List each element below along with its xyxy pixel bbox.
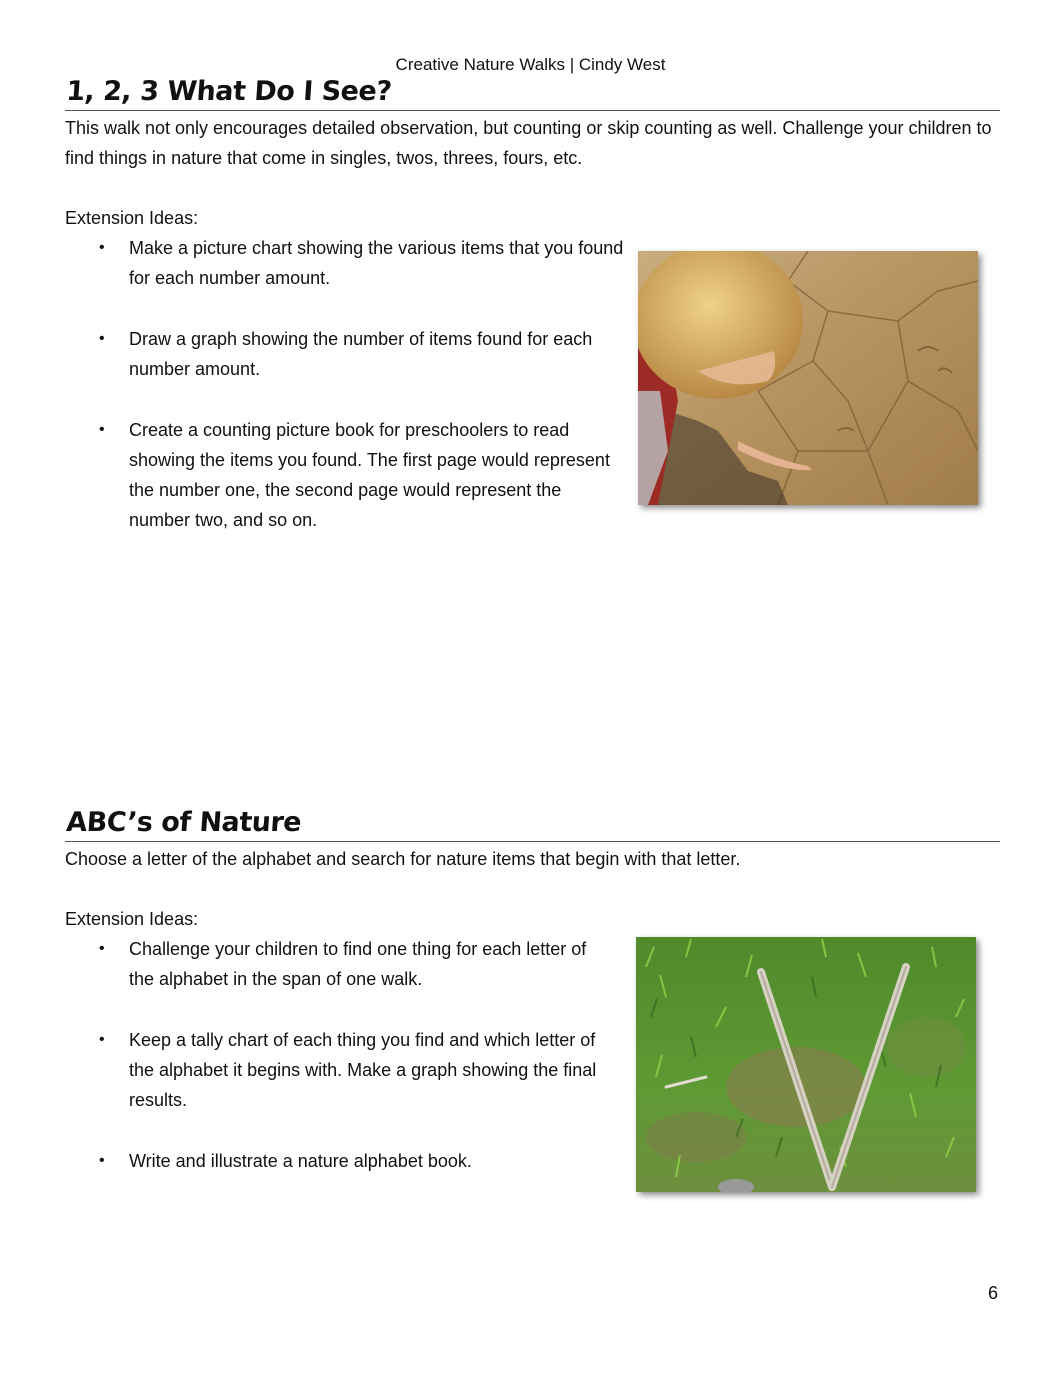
list-item: • Create a counting picture book for preschoolers to read showing the items you found. The first page would represent the number one, the second page would represent the number two, and so on. (65, 415, 625, 535)
bullet-icon: • (99, 940, 105, 957)
page-number: 6 (987, 1283, 998, 1303)
photo-stick-letter-v (636, 937, 976, 1192)
list-item: • Draw a graph showing the number of items found for each number amount. (65, 324, 625, 384)
photo-child-in-mud (638, 251, 978, 505)
running-header: Creative Nature Walks | Cindy West (395, 55, 666, 74)
section-intro: This walk not only encourages detailed observation, but counting or skip counting as well. Challenge your children to find things in nature that come in singles, twos, threes, fours, etc. (65, 118, 992, 168)
bullet-icon: • (99, 239, 105, 256)
section-intro: Choose a letter of the alphabet and search for nature items that begin with that letter. (65, 849, 741, 869)
list-item: • Write and illustrate a nature alphabet book. (65, 1146, 615, 1176)
bullet-icon: • (99, 330, 105, 347)
extension-label: Extension Ideas: (65, 909, 199, 929)
list-item: • Challenge your children to find one thing for each letter of the alphabet in the span of one walk. (65, 934, 615, 994)
bullet-icon: • (99, 1031, 105, 1048)
extension-ideas-list (65, 934, 615, 1176)
extension-ideas-list (65, 233, 625, 535)
bullet-icon: • (99, 421, 105, 438)
section-title: 1, 2, 3 What Do I See? (65, 76, 393, 107)
extension-label: Extension Ideas: (65, 208, 199, 228)
bullet-icon: • (99, 1152, 105, 1169)
list-item: • Make a picture chart showing the various items that you found for each number amount. (65, 233, 625, 293)
list-item: • Keep a tally chart of each thing you find and which letter of the alphabet it begins with. Make a graph showing the final results. (65, 1025, 615, 1115)
section-title: ABC’s of Nature (65, 807, 303, 838)
